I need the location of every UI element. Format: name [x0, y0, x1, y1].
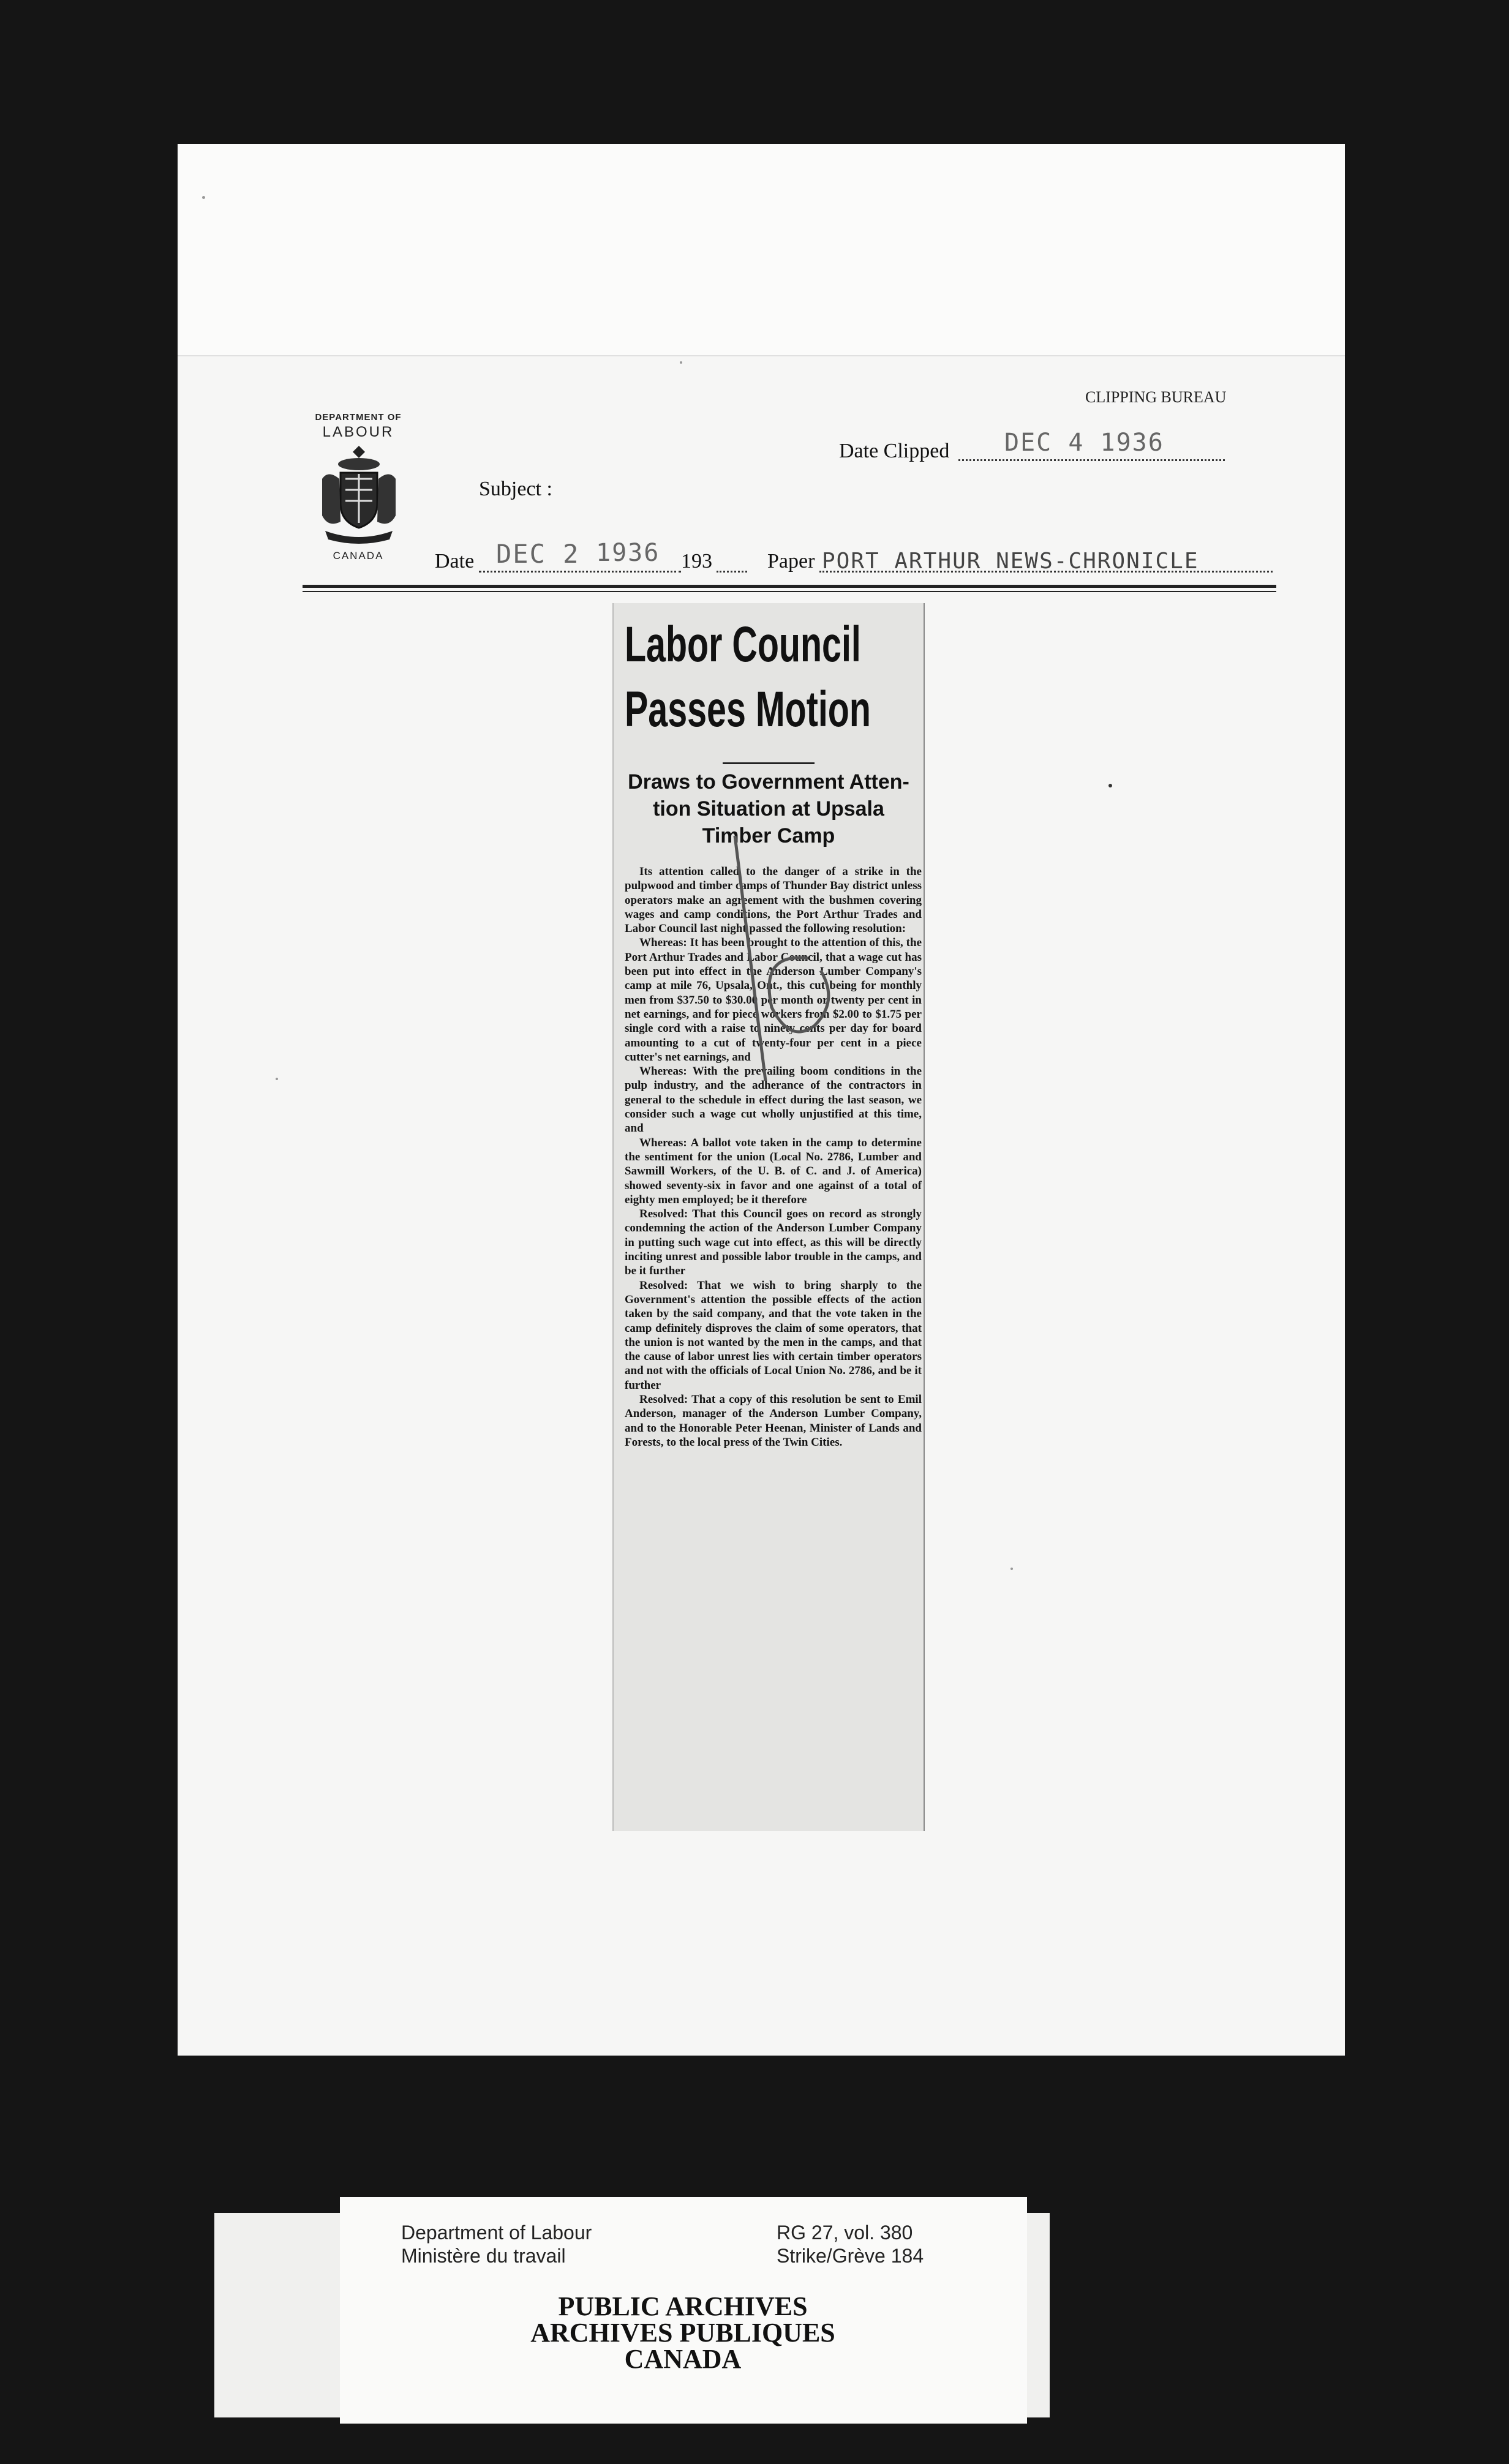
- subject-label: Subject :: [479, 478, 552, 500]
- dust-speck: [202, 196, 205, 199]
- date-stamp-month: DEC 2: [496, 539, 580, 569]
- archive-ref-strike: Strike/Grève 184: [777, 2245, 924, 2267]
- date-clipped-stamp: DEC 4 1936: [1004, 429, 1164, 457]
- article-paragraph: Whereas: With the prevailing boom conditions in the pulp industry, and the adherance of the contractors in general to the schedule in effect during the last season, we consider such a wage cut wholly unjustified at this time, and: [625, 1065, 922, 1135]
- department-of-label: DEPARTMENT OF: [315, 412, 402, 423]
- subhead-line-2: tion Situation at Upsala: [653, 797, 884, 821]
- paper-stamp: PORT ARTHUR NEWS-CHRONICLE: [822, 549, 1199, 574]
- archive-ref-volume: RG 27, vol. 380: [777, 2222, 913, 2244]
- subhead-line-3: Timber Camp: [702, 824, 835, 847]
- dust-speck: [1108, 784, 1112, 787]
- date-line: [479, 571, 681, 573]
- labour-label: LABOUR: [322, 424, 394, 440]
- date-stamp-year: 1936: [596, 539, 660, 567]
- year-line: [717, 571, 747, 573]
- dust-speck: [276, 1078, 278, 1080]
- headline-divider: [723, 762, 815, 764]
- clipping-bureau-label: CLIPPING BUREAU: [1085, 388, 1227, 406]
- article-headline: [625, 612, 871, 742]
- article-paragraph: Resolved: That a copy of this resolution be sent to Emil Anderson, manager of the Anderson Lumber Company, and to the Honorable Peter Heenan, Minister of Lands and Forests, to the local press of the Twin Cities.: [625, 1392, 922, 1449]
- date-clipped-label: Date Clipped: [839, 440, 950, 462]
- article-paragraph: Resolved: That this Council goes on record as strongly condemning the action of the Anderson Lumber Company in putting such wage cut into effect, as this will be directly inciting unrest and possible labor trouble in the camps, and be it further: [625, 1208, 922, 1278]
- dust-speck: [1010, 1568, 1013, 1570]
- coat-of-arms-icon: [316, 442, 402, 545]
- archive-line-3: CANADA: [624, 2344, 742, 2374]
- article-paragraph: Its attention called to the danger of a strike in the pulpwood and timber camps of Thunder Bay district unless operators make an agreement with the bushmen covering wages and camp conditions, the Port Arthur Trades and Labor Council last night passed the following resolution:: [625, 865, 922, 936]
- article-paragraph: Resolved: That we wish to bring sharply to the Government's attention the possible effects of the action taken by the said company, and that the vote taken in the camp definitely disproves the claim of some operators, that the union is not wanted by the men in the camps, and that the cause of labor unrest lies with certain timber operators and not with the officials of Local Union No. 2786, and be it further: [625, 1279, 922, 1392]
- date-label: Date: [435, 550, 475, 573]
- header-rule: [303, 585, 1276, 588]
- article-paragraph: Whereas: It has been brought to the attention of this, the Port Arthur Trades and Labor Council, that a wage cut has been put into effect in the Anderson Lumber Company's camp at mile 76, Upsala, Ont., this cut being for monthly men from $37.50 to $30.00 per month or twenty per cent in net earnings, and for piece workers from $2.00 to $1.75 per single cord with a raise to ninety cents per day for board amounting to a cut of twenty-four per cent in a piece cutter's net earnings, and: [625, 936, 922, 1064]
- header-rule-thin: [303, 591, 1276, 592]
- archive-dept-fr: Ministère du travail: [401, 2245, 566, 2267]
- dust-speck: [680, 361, 682, 364]
- archive-line-2: ARCHIVES PUBLIQUES: [530, 2318, 835, 2348]
- archive-line-1: PUBLIC ARCHIVES: [558, 2291, 808, 2321]
- headline-line-2: Passes Motion: [625, 682, 871, 737]
- paper-label: Paper: [767, 550, 815, 573]
- date-clipped-line: [958, 459, 1225, 461]
- year-prefix: 193: [681, 550, 712, 573]
- subhead-line-1: Draws to Government Atten-: [628, 770, 909, 794]
- archive-dept-en: Department of Labour: [401, 2222, 592, 2244]
- article-paragraph: Whereas: A ballot vote taken in the camp to determine the sentiment for the union (Local No. 2786, Lumber and Sawmill Workers, of the U. B. of C. and J. of America) showed seventy-six in favor and one against of a total of eighty men employed; be it therefore: [625, 1136, 922, 1206]
- handwritten-pencil-mark: [723, 817, 845, 1124]
- canada-label: CANADA: [333, 550, 384, 562]
- headline-line-1: Labor Council: [625, 617, 861, 672]
